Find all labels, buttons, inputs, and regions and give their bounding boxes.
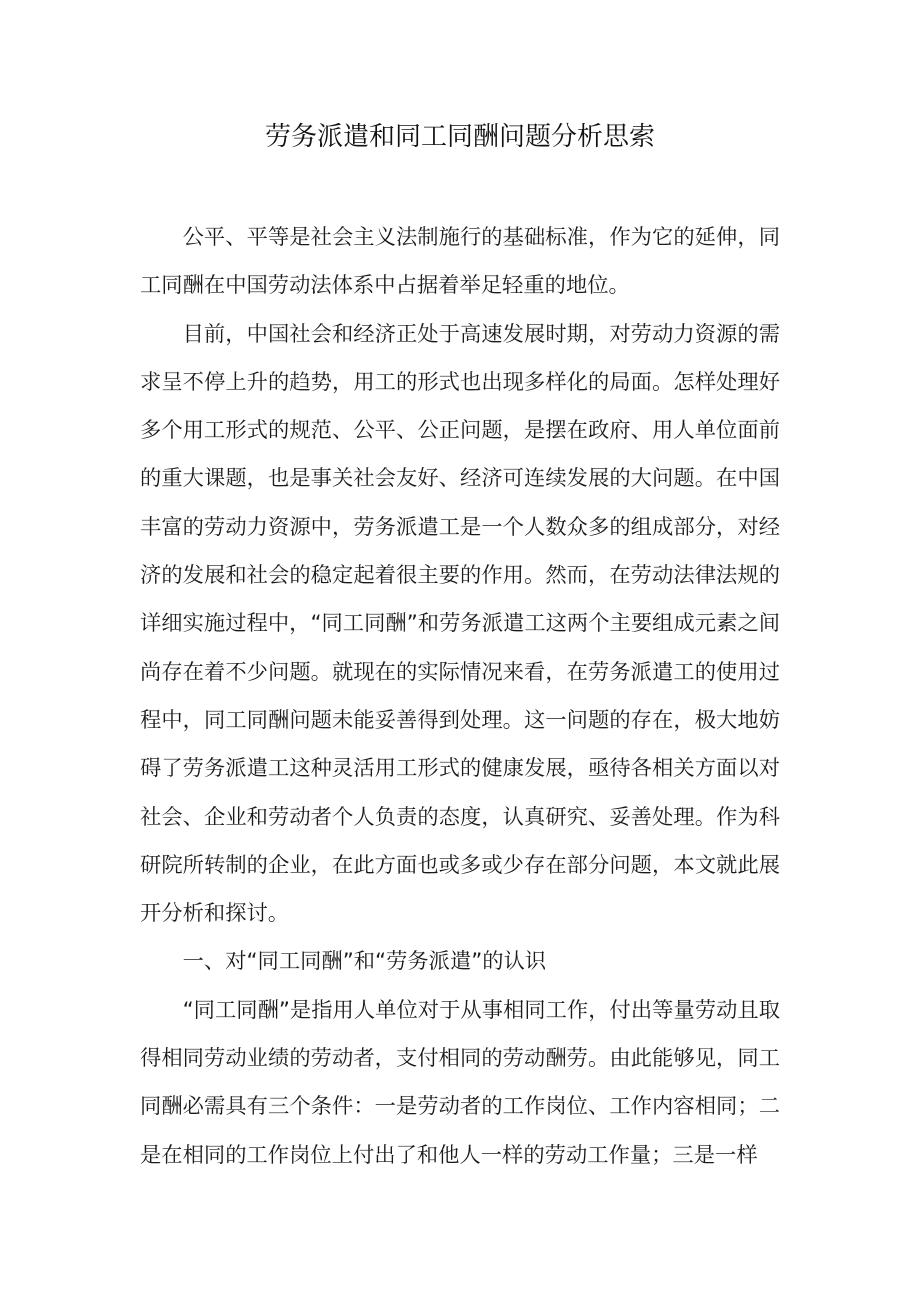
document-body (140, 214, 780, 1180)
document-title: 劳务派遣和同工同酬问题分析思索 (264, 122, 655, 152)
paragraph-definition: “同工同酬”是指用人单位对于从事相同工作，付出等量劳动且取得相同劳动业绩的劳动者，支付相同的劳动酬劳。由此能够见，同工同酬必需具有三个条件：一是劳动者的工作岗位、工作内容相同；二是在相同的工作岗位上付出了和他人一样的劳动工作量；三是一样 (140, 997, 780, 1168)
paragraph-background: 目前，中国社会和经济正处于高速发展时期，对劳动力资源的需求呈不停上升的趋势，用工的形式也出现多样化的局面。怎样处理好多个用工形式的规范、公平、公正问题，是摆在政府、用人单位面前的重大课题，也是事关社会友好、经济可连续发展的大问题。在中国丰富的劳动力资源中，劳务派遣工是一个人数众多的组成部分，对经济的发展和社会的稳定起着很主要的作用。然而，在劳动法律法规的详细实施过程中，“同工同酬”和劳务派遣工这两个主要组成元素之间尚存在着不少问题。就现在的实际情况来看，在劳务派遣工的使用过程中，同工同酬问题未能妥善得到处理。这一问题的存在，极大地妨碍了劳务派遣工这种灵活用工形式的健康发展，亟待各相关方面以对社会、企业和劳动者个人负责的态度，认真研究、妥善处理。作为科研院所转制的企业，在此方面也或多或少存在部分问题，本文就此展开分析和探讨。 (140, 321, 780, 927)
paragraph-intro: 公平、平等是社会主义法制施行的基础标准，作为它的延伸，同工同酬在中国劳动法体系中占据着举足轻重的地位。 (140, 225, 780, 299)
section-heading-1: 一、对“同工同酬”和“劳务派遣”的认识 (182, 949, 547, 975)
